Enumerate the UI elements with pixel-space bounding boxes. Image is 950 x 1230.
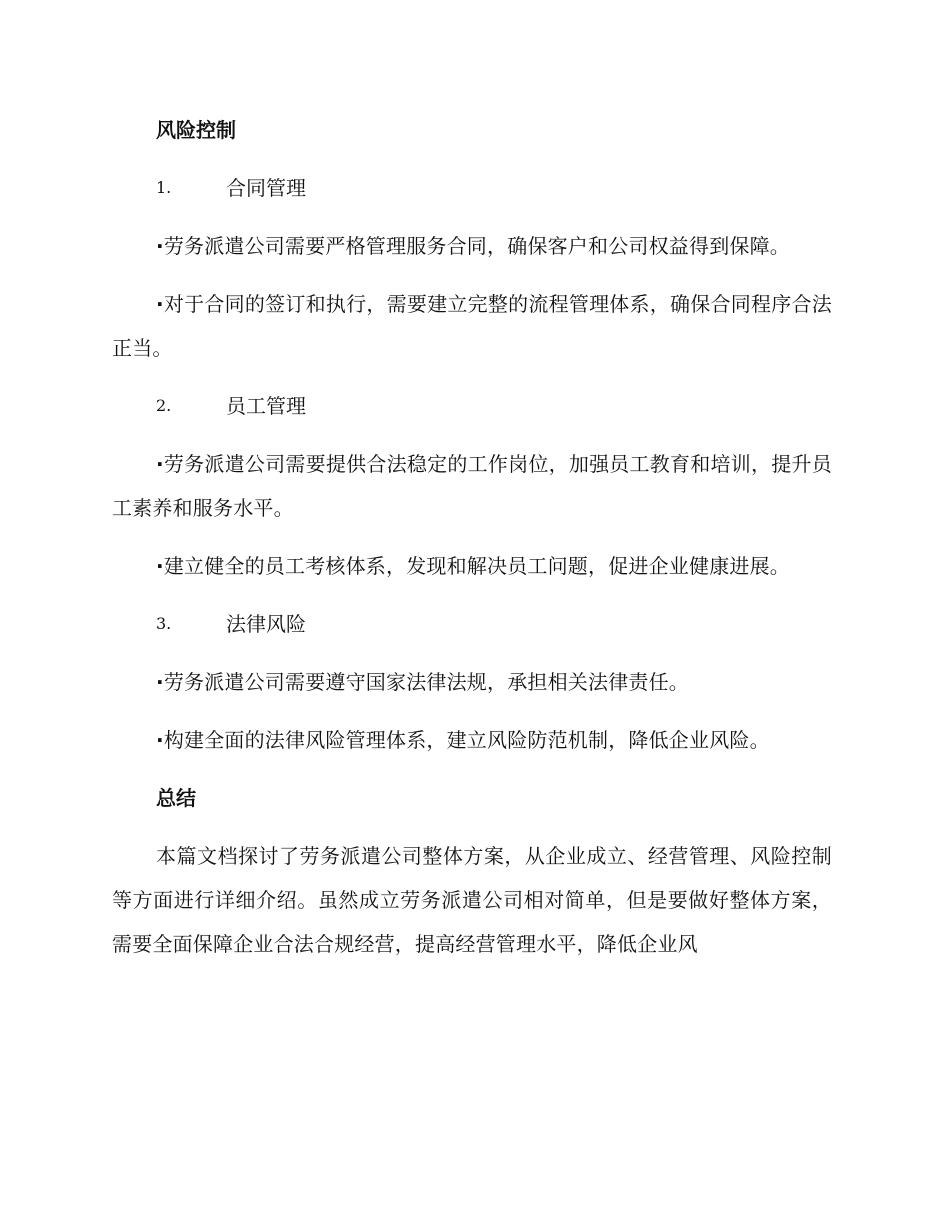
bullet-text: 构建全面的法律风险管理体系，建立风险防范机制，降低企业风险。 [163, 728, 770, 752]
bullet-icon: · [156, 234, 164, 258]
bullet-text: 建立健全的员工考核体系，发现和解决员工问题，促进企业健康进展。 [163, 554, 791, 578]
bullet-paragraph [112, 282, 832, 370]
bullet-text: 劳务派遣公司需要严格管理服务合同，确保客户和公司权益得到保障。 [163, 234, 791, 258]
item-number: 2. [156, 396, 172, 415]
bullet-paragraph [112, 660, 832, 704]
bullet-icon: · [156, 554, 164, 578]
bullet-paragraph [112, 442, 832, 530]
item-title: 员工管理 [226, 394, 306, 418]
item-number: 3. [156, 614, 172, 633]
bullet-text: 对于合同的签订和执行，需要建立完整的流程管理体系，确保合同程序合法正当。 [112, 292, 832, 360]
bullet-icon: · [156, 452, 164, 476]
numbered-item-employee-management [112, 384, 832, 428]
section-heading-summary: 总结 [156, 786, 196, 810]
bullet-icon: · [156, 292, 164, 316]
bullet-paragraph [112, 718, 832, 762]
item-number: 1. [156, 178, 172, 197]
item-title: 法律风险 [226, 612, 306, 636]
bullet-paragraph [112, 224, 832, 268]
bullet-icon: · [156, 670, 164, 694]
numbered-item-contract-management [112, 166, 832, 210]
numbered-item-legal-risk [112, 602, 832, 646]
item-title: 合同管理 [226, 176, 306, 200]
summary-paragraph: 本篇文档探讨了劳务派遣公司整体方案，从企业成立、经营管理、风险控制等方面进行详细介绍。虽然成立劳务派遣公司相对简单，但是要做好整体方案，需要全面保障企业合法合规经营，提高经营管理水平，降低企业风 [112, 844, 832, 956]
document-content [112, 108, 832, 966]
bullet-paragraph [112, 544, 832, 588]
section-heading-risk-control: 风险控制 [156, 118, 236, 142]
bullet-text: 劳务派遣公司需要遵守国家法律法规，承担相关法律责任。 [163, 670, 690, 694]
bullet-icon: · [156, 728, 164, 752]
bullet-text: 劳务派遣公司需要提供合法稳定的工作岗位，加强员工教育和培训，提升员工素养和服务水平。 [112, 452, 832, 520]
